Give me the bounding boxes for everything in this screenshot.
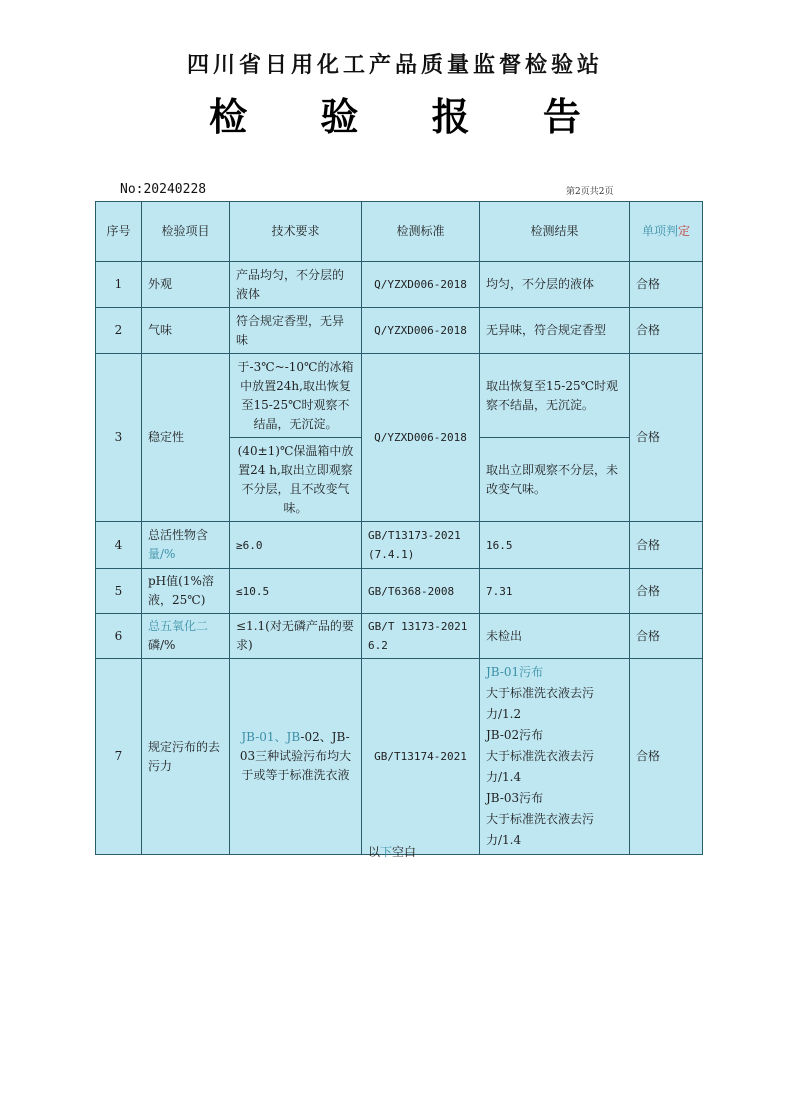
cell-verdict: 合格 bbox=[630, 262, 703, 308]
cell-requirement: 产品均匀，不分层的液体 bbox=[230, 262, 362, 308]
report-title: 检 验 报 告 bbox=[209, 95, 611, 139]
cell-result bbox=[480, 659, 630, 855]
cell-requirement: ≥6.0 bbox=[230, 522, 362, 569]
organization-name: 四川省日用化工产品质量监督检验站 bbox=[186, 53, 603, 78]
cell-item: 外观 bbox=[142, 262, 230, 308]
cell-verdict: 合格 bbox=[630, 614, 703, 659]
header-requirement: 技术要求 bbox=[230, 202, 362, 262]
cell-result: 7.31 bbox=[480, 569, 630, 614]
cell-seq: 7 bbox=[96, 659, 142, 855]
cell-verdict: 合格 bbox=[630, 659, 703, 855]
result-line: 大于标准洗衣液去污力/1.4 bbox=[486, 749, 595, 784]
header-verdict-suffix: 定 bbox=[678, 224, 691, 238]
cell-requirement bbox=[230, 659, 362, 855]
table-row bbox=[96, 659, 703, 855]
cell-standard: GB/T 13173-2021 6.2 bbox=[362, 614, 480, 659]
cell-standard: GB/T13174-2021 bbox=[362, 659, 480, 855]
result-line: JB-01污布 bbox=[486, 665, 544, 679]
table-row bbox=[96, 522, 703, 569]
cell-requirement-b: -02、JB-03三种试验污布均大于或等于标准洗衣液 bbox=[239, 730, 352, 782]
cell-result-b: 取出立即观察不分层，未改变气味。 bbox=[480, 438, 630, 522]
cell-requirement: ≤10.5 bbox=[230, 569, 362, 614]
cell-requirement-a: JB-01、JB bbox=[241, 730, 301, 744]
header-item: 检验项目 bbox=[142, 202, 230, 262]
cell-result: 未检出 bbox=[480, 614, 630, 659]
table-row bbox=[96, 569, 703, 614]
cell-standard: GB/T6368-2008 bbox=[362, 569, 480, 614]
inspection-table bbox=[95, 201, 703, 855]
cell-item: 稳定性 bbox=[142, 354, 230, 522]
cell-item-a: 总活性物含 bbox=[148, 528, 209, 542]
cell-item-b: 磷/% bbox=[148, 638, 176, 652]
footer-mid: 下 bbox=[380, 845, 393, 859]
cell-item: 气味 bbox=[142, 308, 230, 354]
cell-item-b: 量/% bbox=[148, 547, 176, 561]
table-row bbox=[96, 308, 703, 354]
cell-item: 规定污布的去污力 bbox=[142, 659, 230, 855]
table-row bbox=[96, 262, 703, 308]
footer-prefix: 以 bbox=[368, 845, 381, 859]
cell-seq: 6 bbox=[96, 614, 142, 659]
cell-verdict: 合格 bbox=[630, 308, 703, 354]
result-line: 大于标准洗衣液去污力/1.4 bbox=[486, 812, 595, 847]
header-standard: 检测标准 bbox=[362, 202, 480, 262]
footer-suffix: 空白 bbox=[392, 845, 417, 859]
table-row bbox=[96, 354, 703, 438]
cell-seq: 5 bbox=[96, 569, 142, 614]
cell-standard: GB/T13173-2021 (7.4.1) bbox=[362, 522, 480, 569]
cell-seq: 3 bbox=[96, 354, 142, 522]
cell-result: 16.5 bbox=[480, 522, 630, 569]
cell-standard: Q/YZXD006-2018 bbox=[362, 354, 480, 522]
table-row bbox=[96, 614, 703, 659]
result-line: 大于标准洗衣液去污力/1.2 bbox=[486, 686, 595, 721]
cell-item: pH值(1%溶液，25℃) bbox=[142, 569, 230, 614]
cell-item bbox=[142, 614, 230, 659]
header-result: 检测结果 bbox=[480, 202, 630, 262]
cell-result: 均匀，不分层的液体 bbox=[480, 262, 630, 308]
header-verdict bbox=[630, 202, 703, 262]
cell-item-a: 总五氧化二 bbox=[148, 619, 209, 633]
result-line: JB-02污布 bbox=[486, 728, 544, 742]
cell-verdict: 合格 bbox=[630, 569, 703, 614]
cell-seq: 4 bbox=[96, 522, 142, 569]
cell-result: 无异味，符合规定香型 bbox=[480, 308, 630, 354]
table-header-row bbox=[96, 202, 703, 262]
cell-result-a: 取出恢复至15-25℃时观察不结晶，无沉淀。 bbox=[480, 354, 630, 438]
cell-verdict: 合格 bbox=[630, 354, 703, 522]
cell-verdict: 合格 bbox=[630, 522, 703, 569]
result-line: JB-03污布 bbox=[486, 791, 544, 805]
cell-requirement: ≤1.1(对无磷产品的要求) bbox=[230, 614, 362, 659]
cell-seq: 2 bbox=[96, 308, 142, 354]
header-seq: 序号 bbox=[96, 202, 142, 262]
cell-item bbox=[142, 522, 230, 569]
cell-requirement-b: (40±1)℃保温箱中放置24 h,取出立即观察不分层，且不改变气味。 bbox=[230, 438, 362, 522]
cell-seq: 1 bbox=[96, 262, 142, 308]
cell-requirement: 符合规定香型，无异味 bbox=[230, 308, 362, 354]
report-number: No:20240228 bbox=[120, 182, 207, 197]
cell-standard: Q/YZXD006-2018 bbox=[362, 308, 480, 354]
cell-requirement-a: 于-3℃~-10℃的冰箱中放置24h,取出恢复至15-25℃时观察不结晶，无沉淀。 bbox=[230, 354, 362, 438]
blank-below-note bbox=[368, 843, 416, 860]
header-verdict-prefix: 单项判 bbox=[641, 224, 678, 238]
cell-standard: Q/YZXD006-2018 bbox=[362, 262, 480, 308]
page-indicator: 第2页共2页 bbox=[566, 187, 614, 197]
